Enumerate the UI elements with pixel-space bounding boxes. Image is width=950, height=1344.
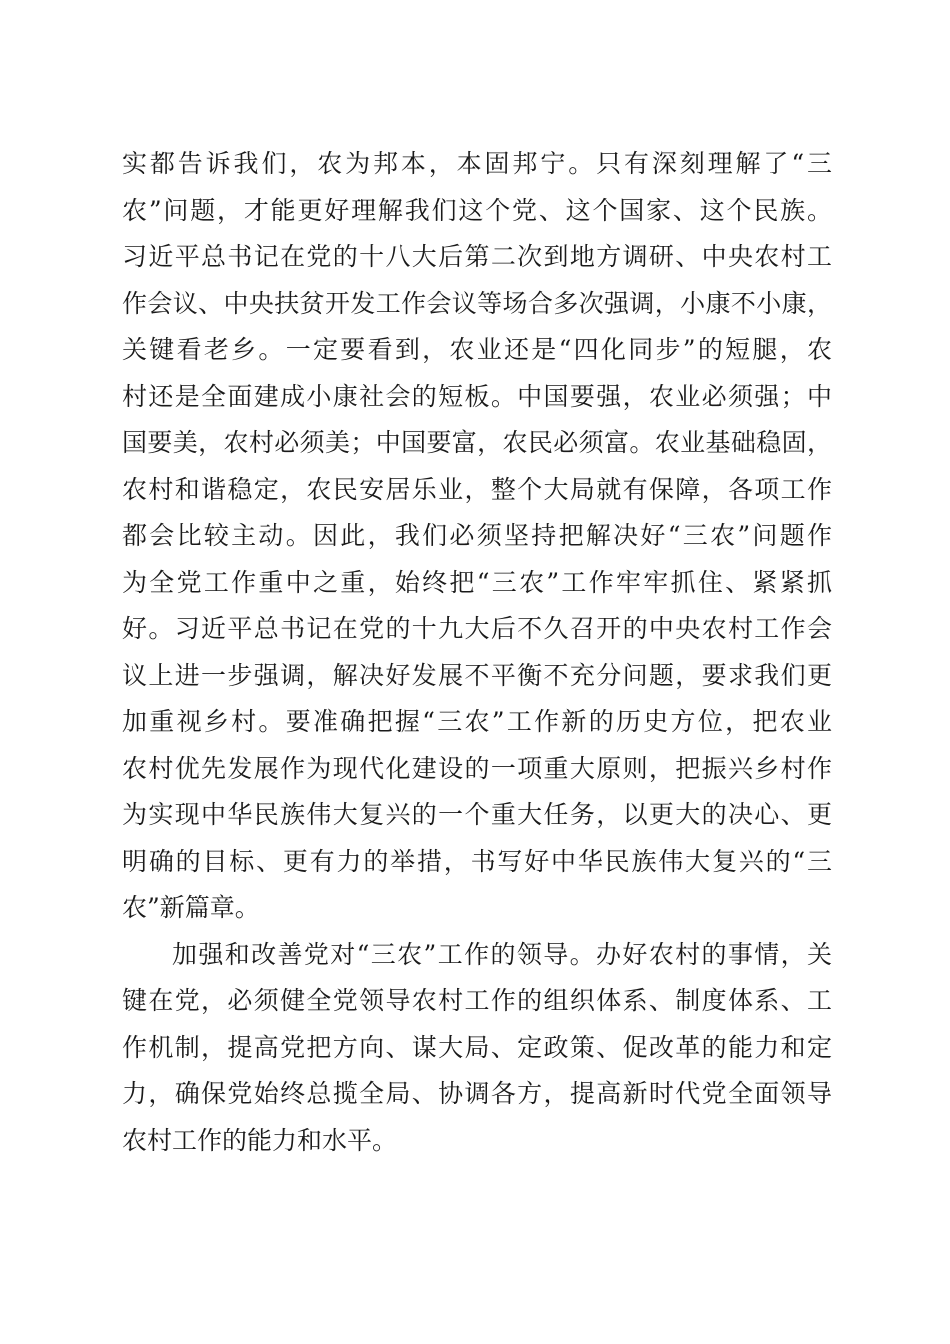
text-line: 农”新篇章。 <box>122 893 260 922</box>
text-line: 都会比较主动。因此，我们必须坚持把解决好“三农”问题作 <box>122 521 832 550</box>
text-line: 加重视乡村。要准确把握“三农”工作新的历史方位，把农业 <box>122 707 832 736</box>
text-line: 农村工作的能力和水平。 <box>122 1125 398 1155</box>
text-line: 明确的目标、更有力的举措，书写好中华民族伟大复兴的“三 <box>122 846 832 876</box>
text-line: 农”问题，才能更好理解我们这个党、这个国家、这个民族。 <box>122 195 832 225</box>
text-line: 作会议、中央扶贫开发工作会议等场合多次强调，小康不小康， <box>122 288 832 318</box>
text-line: 农村和谐稳定，农民安居乐业，整个大局就有保障，各项工作 <box>122 474 832 504</box>
text-line: 习近平总书记在党的十八大后第二次到地方调研、中央农村工 <box>122 242 832 271</box>
text-line: 力，确保党始终总揽全局、协调各方，提高新时代党全面领导 <box>122 1079 832 1108</box>
text-line: 为全党工作重中之重，始终把“三农”工作牢牢抓住、紧紧抓 <box>122 567 832 597</box>
text-line: 好。习近平总书记在党的十九大后不久召开的中央农村工作会 <box>122 614 832 643</box>
text-line: 加强和改善党对“三农”工作的领导。办好农村的事情，关 <box>172 939 832 969</box>
text-line: 国要美，农村必须美；中国要富，农民必须富。农业基础稳固， <box>122 428 832 457</box>
text-line: 作机制，提高党把方向、谋大局、定政策、促改革的能力和定 <box>122 1032 832 1062</box>
paragraph-2 <box>122 932 832 1165</box>
text-line: 村还是全面建成小康社会的短板。中国要强，农业必须强；中 <box>122 381 832 411</box>
text-line: 农村优先发展作为现代化建设的一项重大原则，把振兴乡村作 <box>122 753 832 783</box>
text-line: 议上进一步强调，解决好发展不平衡不充分问题，要求我们更 <box>122 660 832 690</box>
body-text <box>122 141 832 1164</box>
text-line: 关键看老乡。一定要看到，农业还是“四化同步”的短腿，农 <box>122 335 832 364</box>
text-line: 键在党，必须健全党领导农村工作的组织体系、制度体系、工 <box>122 986 832 1015</box>
text-line: 为实现中华民族伟大复兴的一个重大任务，以更大的决心、更 <box>122 800 832 829</box>
paragraph-1 <box>122 141 832 932</box>
text-line: 实都告诉我们，农为邦本，本固邦宁。只有深刻理解了“三 <box>122 149 832 178</box>
